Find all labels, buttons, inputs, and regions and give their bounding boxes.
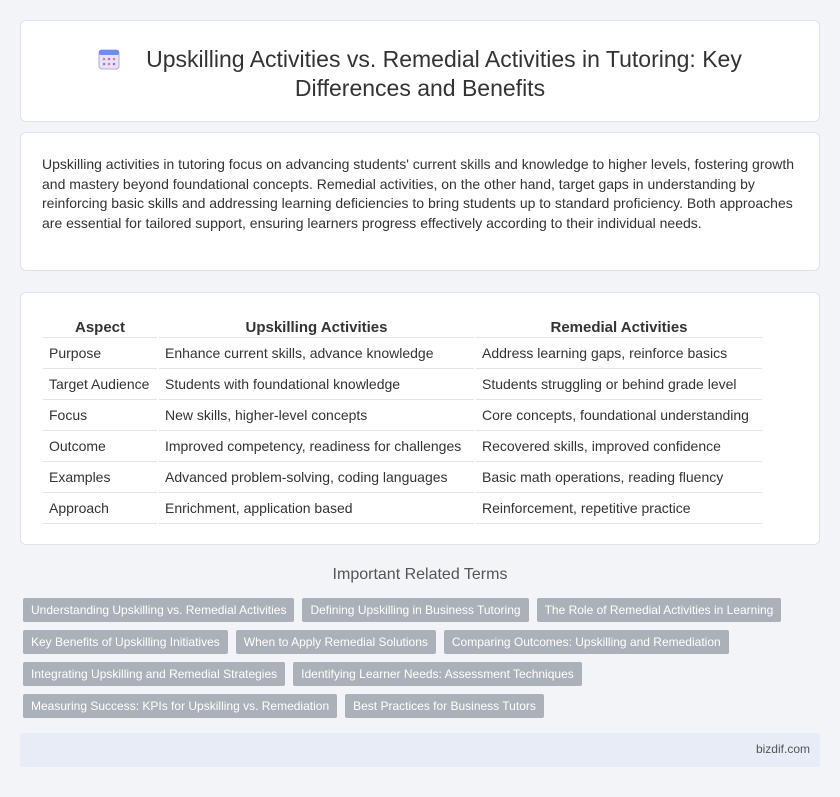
comparison-table (41, 315, 764, 524)
header-remedial: Remedial Activities (476, 315, 762, 338)
related-term-tag[interactable]: Identifying Learner Needs: Assessment Techniques (293, 662, 582, 686)
table-cell: Approach (43, 493, 157, 524)
related-term-tag[interactable]: Measuring Success: KPIs for Upskilling vs. Remediation (23, 694, 337, 718)
table-cell: Improved competency, readiness for challenges (159, 431, 474, 462)
related-term-tag[interactable]: Key Benefits of Upskilling Initiatives (23, 630, 228, 654)
table-cell: Address learning gaps, reinforce basics (476, 338, 762, 369)
tag-row (23, 598, 813, 622)
table-cell: Purpose (43, 338, 157, 369)
related-terms-list (23, 598, 813, 726)
comparison-table-card (20, 292, 820, 545)
table-cell: Recovered skills, improved confidence (476, 431, 762, 462)
page-title: Upskilling Activities vs. Remedial Activities in Tutoring: Key Differences and Benefits (146, 46, 742, 101)
related-term-tag[interactable]: When to Apply Remedial Solutions (236, 630, 436, 654)
table-row (43, 369, 762, 400)
table-cell: Focus (43, 400, 157, 431)
header-card (20, 20, 820, 122)
table-cell: Reinforcement, repetitive practice (476, 493, 762, 524)
related-term-tag[interactable]: The Role of Remedial Activities in Learning (537, 598, 782, 622)
table-cell: Target Audience (43, 369, 157, 400)
table-cell: Outcome (43, 431, 157, 462)
table-cell: New skills, higher-level concepts (159, 400, 474, 431)
table-row (43, 462, 762, 493)
table-cell: Examples (43, 462, 157, 493)
related-terms-heading: Important Related Terms (332, 566, 508, 583)
footer (20, 733, 820, 767)
related-term-tag[interactable]: Understanding Upskilling vs. Remedial Activities (23, 598, 294, 622)
header-aspect: Aspect (43, 315, 157, 338)
table-row (43, 338, 762, 369)
table-row (43, 400, 762, 431)
table-cell: Enrichment, application based (159, 493, 474, 524)
table-row (43, 431, 762, 462)
related-term-tag[interactable]: Integrating Upskilling and Remedial Strategies (23, 662, 285, 686)
intro-paragraph: Upskilling activities in tutoring focus on advancing students' current skills and knowledge to higher levels, fostering growth and mastery beyond foundational concepts. Remedial activities, on the other hand, target gaps in understanding by reinforcing basic skills and addressing learning deficiencies to bring students up to standard proficiency. Both approaches are essential for tailored support, ensuring learners progress effectively according to their individual needs. (42, 156, 795, 232)
table-cell: Students struggling or behind grade level (476, 369, 762, 400)
tag-row (23, 630, 813, 654)
table-cell: Advanced problem-solving, coding languages (159, 462, 474, 493)
tag-row (23, 694, 813, 718)
calendar-icon (98, 48, 120, 70)
footer-site-link[interactable]: bizdif.com (755, 742, 810, 756)
table-cell: Enhance current skills, advance knowledge (159, 338, 474, 369)
table-header-row (43, 315, 762, 338)
header-upskilling: Upskilling Activities (159, 315, 474, 338)
related-term-tag[interactable]: Defining Upskilling in Business Tutoring (302, 598, 528, 622)
related-term-tag[interactable]: Best Practices for Business Tutors (345, 694, 544, 718)
tag-row (23, 662, 813, 686)
table-row (43, 493, 762, 524)
table-cell: Core concepts, foundational understanding (476, 400, 762, 431)
intro-card (20, 132, 820, 271)
table-cell: Students with foundational knowledge (159, 369, 474, 400)
table-cell: Basic math operations, reading fluency (476, 462, 762, 493)
page-title-wrap (21, 45, 819, 103)
related-term-tag[interactable]: Comparing Outcomes: Upskilling and Remediation (444, 630, 729, 654)
